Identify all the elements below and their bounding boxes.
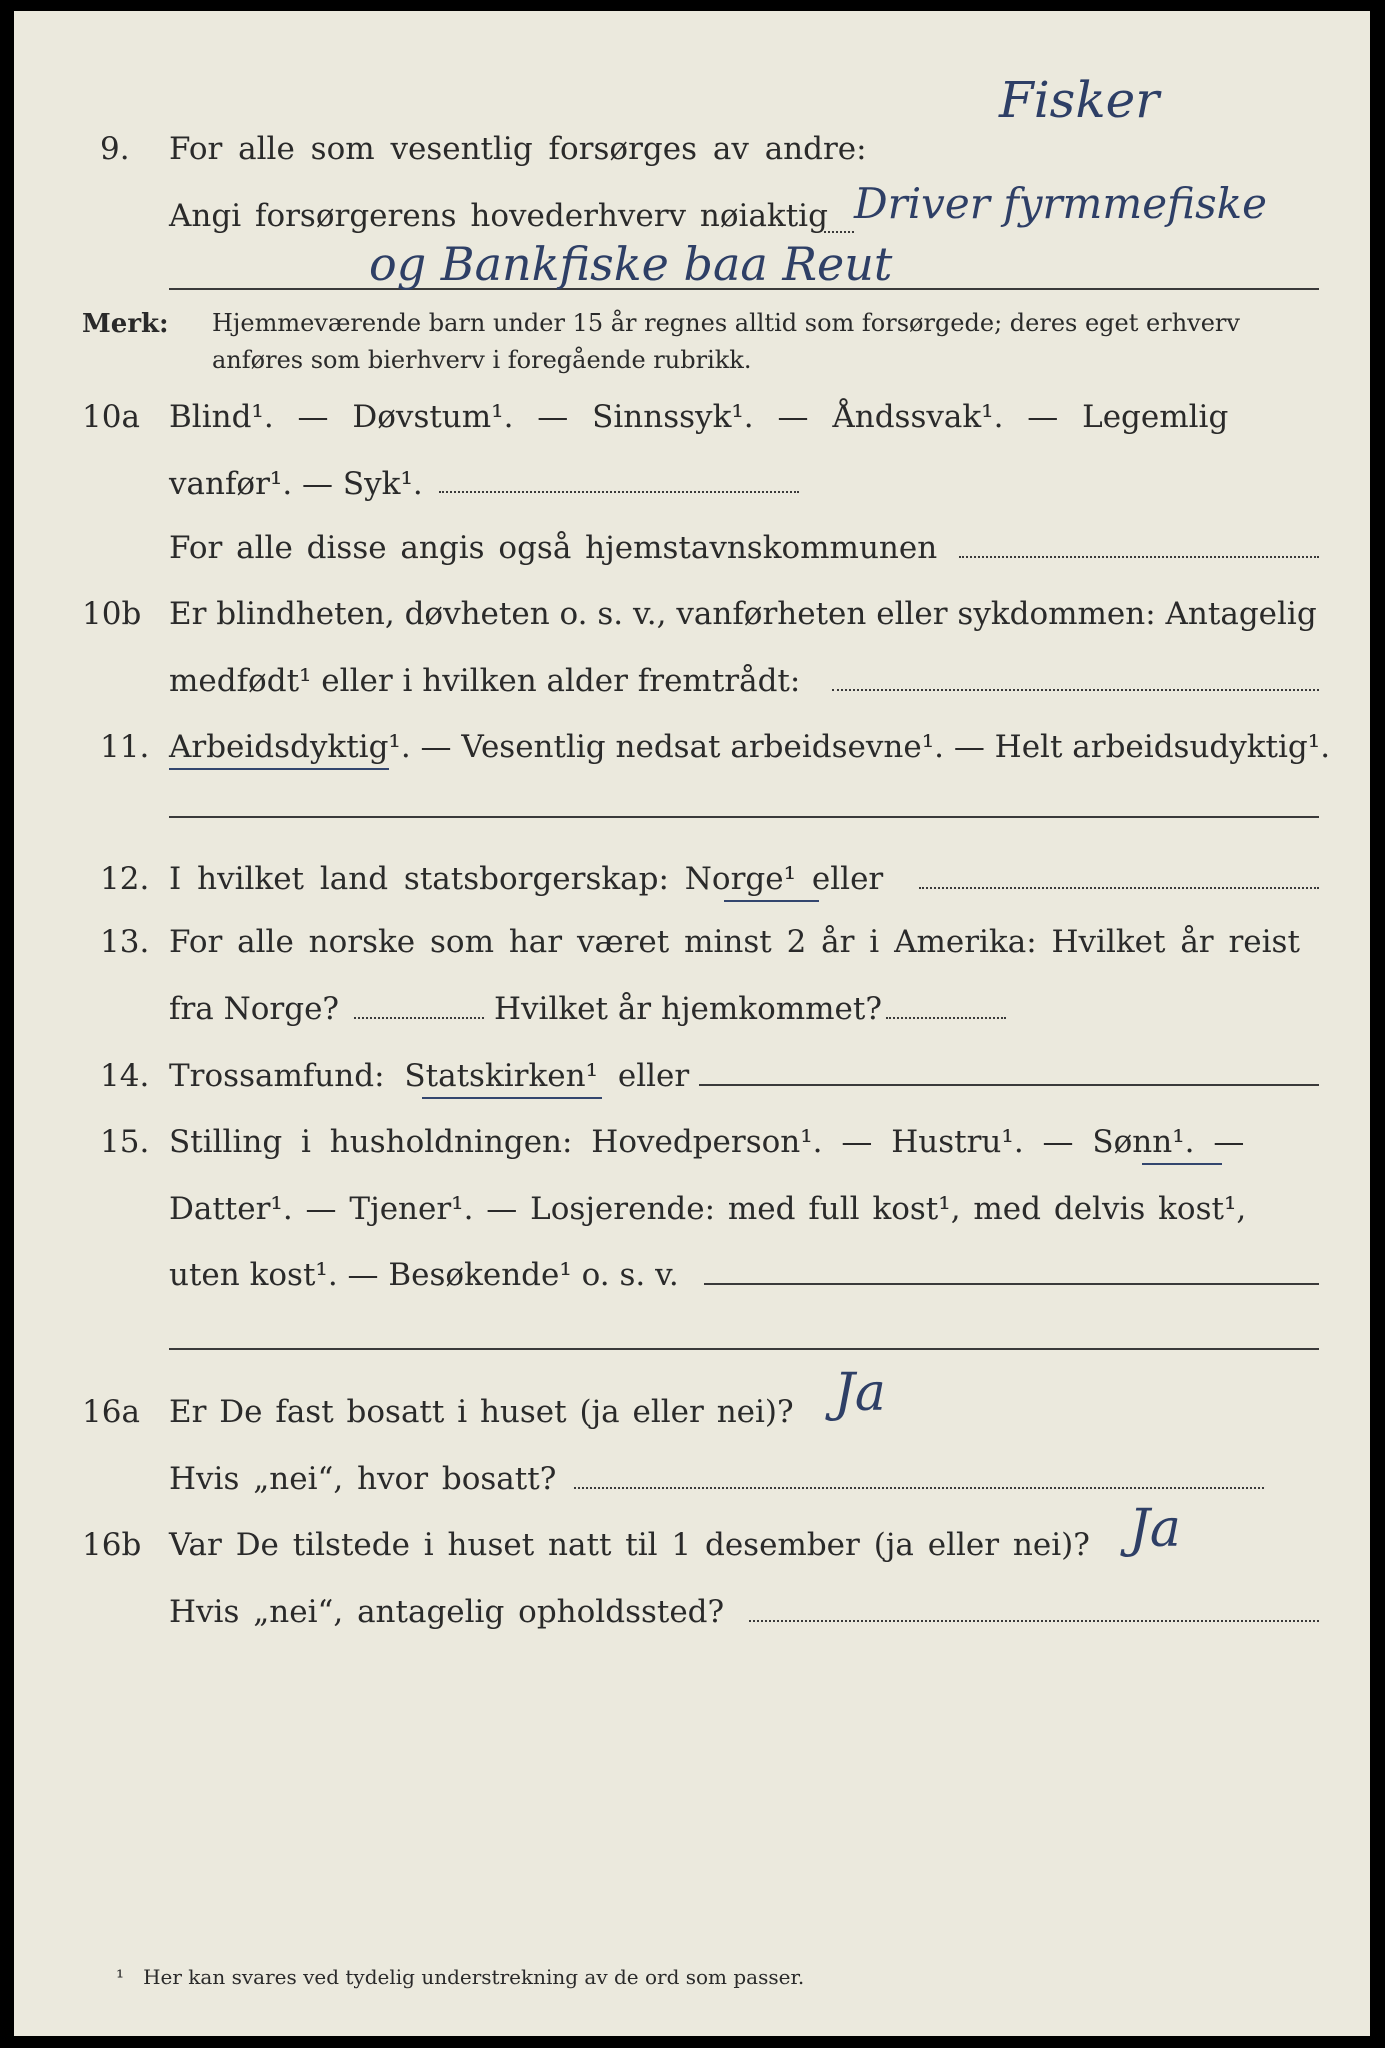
q10a-line2: vanfør¹. — Syk¹. — [169, 466, 423, 502]
q13-departure-line — [354, 1017, 484, 1019]
q16a-answer-line — [574, 1487, 1264, 1489]
q9-answer-line — [824, 231, 854, 233]
q14-line — [169, 1058, 689, 1094]
q13-line2a: fra Norge? — [169, 991, 340, 1027]
q15-number: 15. — [100, 1124, 150, 1160]
q13-return-line — [886, 1017, 1006, 1019]
q10b-line1: Er blindheten, døvheten o. s. v., vanførheten eller sykdommen: Antagelig — [169, 596, 1317, 632]
q11-answer-line — [169, 816, 1319, 818]
q14-underline-mark — [422, 1097, 602, 1099]
q10b-line2: medfødt¹ eller i hvilken alder fremtrådt: — [169, 663, 801, 699]
q16b-number: 16b — [82, 1527, 142, 1563]
q10a-line1: Blind¹. — Døvstum¹. — Sinnssyk¹. — Åndssvak¹. — Legemlig — [169, 399, 1229, 435]
q10a-line3: For alle disse angis også hjemstavnskommunen — [169, 530, 938, 566]
q12-number: 12. — [100, 861, 150, 897]
merk-line2: anføres som bierhverv i foregående rubrikk. — [212, 346, 752, 374]
merk-label: Merk: — [82, 309, 169, 339]
q9-line1: For alle som vesentlig forsørges av andre: — [169, 131, 867, 167]
handwritten-occupation: Fisker — [999, 71, 1160, 129]
footnote-mark: ¹ — [116, 1965, 125, 1989]
q9-number: 9. — [100, 131, 130, 167]
q12-line — [169, 861, 883, 897]
q16a-number: 16a — [82, 1394, 140, 1430]
q14-prefix: Trossamfund: — [169, 1058, 385, 1094]
q12-prefix: I hvilket land statsborgerskap: — [169, 861, 669, 897]
q13-number: 13. — [100, 924, 150, 960]
q16a-line1: Er De fast bosatt i huset (ja eller nei)? — [169, 1394, 794, 1430]
q11-options — [169, 729, 1330, 765]
q10b-number: 10b — [82, 596, 142, 632]
q11-underline-mark — [169, 768, 389, 770]
q14-answer-line — [699, 1084, 1319, 1086]
q10a-municipality-line — [959, 556, 1319, 558]
q14-number: 14. — [100, 1058, 150, 1094]
q15-answer-line-2 — [169, 1348, 1319, 1350]
q15-underline-mark — [1142, 1163, 1222, 1165]
footnote-text: Her kan svares ved tydelig understrekning av de ord som passer. — [143, 1965, 805, 1989]
footnote — [116, 1965, 804, 1989]
q10a-sick-line — [439, 491, 799, 493]
q15-line1b: ¹. — — [1172, 1124, 1245, 1160]
handwritten-answer-16b: Ja — [1129, 1499, 1181, 1559]
q16a-line2: Hvis „nei“, hvor bosatt? — [169, 1461, 557, 1497]
q11-number: 11. — [100, 729, 150, 765]
q14-option-statskirken: Statskirken — [404, 1058, 586, 1094]
q13-line2b: Hvilket år hjemkommet? — [494, 991, 882, 1027]
q10b-answer-line — [832, 689, 1319, 691]
q15-line3: uten kost¹. — Besøkende¹ o. s. v. — [169, 1257, 679, 1293]
q12-suffix: ¹ eller — [783, 861, 884, 897]
q11-rest: ¹. — Vesentlig nedsat arbeidsevne¹. — Helt arbeidsudyktig¹. — [388, 729, 1331, 765]
q16b-answer-line — [749, 1620, 1319, 1622]
q12-answer-line — [919, 887, 1319, 889]
q15-option-sonn: Sønn — [1092, 1124, 1173, 1160]
q13-line1: For alle norske som har været minst 2 år i Amerika: Hvilket år reist — [169, 924, 1300, 960]
census-form-page — [14, 11, 1370, 2036]
q15-line1a: Stilling i husholdningen: Hovedperson¹. — Hustru¹. — — [169, 1124, 1074, 1160]
q16b-line2: Hvis „nei“, antagelig opholdssted? — [169, 1594, 725, 1630]
handwritten-provider-occupation-cont: og Bankfiske baa Reut — [369, 237, 893, 291]
handwritten-answer-16a: Ja — [834, 1363, 886, 1423]
q10a-number: 10a — [82, 399, 140, 435]
q15-answer-line — [704, 1283, 1319, 1285]
q15-line1 — [169, 1124, 1244, 1160]
q16b-line1: Var De tilstede i huset natt til 1 desember (ja eller nei)? — [169, 1527, 1090, 1563]
q12-underline-mark — [724, 900, 819, 902]
q12-option-norge: Norge — [684, 861, 784, 897]
q15-line2: Datter¹. — Tjener¹. — Losjerende: med full kost¹, med delvis kost¹, — [169, 1191, 1247, 1227]
handwritten-provider-occupation: Driver fyrmmefiske — [854, 179, 1267, 228]
q14-suffix: ¹ eller — [585, 1058, 690, 1094]
merk-line1: Hjemmeværende barn under 15 år regnes alltid som forsørgede; deres eget erhverv — [212, 309, 1240, 337]
q9-line2: Angi forsørgerens hovederhverv nøiaktig — [169, 198, 828, 234]
q11-option-arbeidsdyktig: Arbeidsdyktig — [169, 729, 389, 765]
